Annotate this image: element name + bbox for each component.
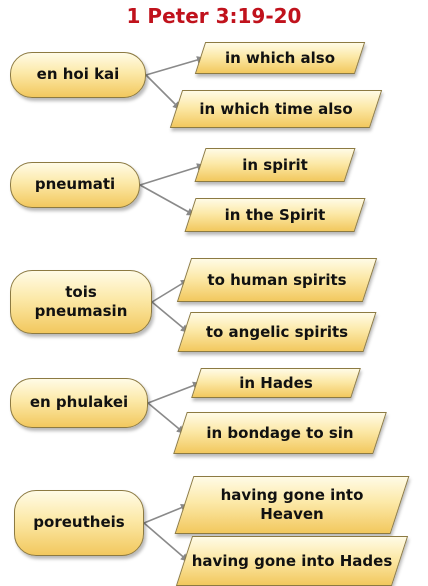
option-node-4-2 [180, 412, 380, 454]
option-label: to human spirits [207, 270, 347, 289]
option-node-5-1 [184, 476, 400, 534]
option-label: having gone into Heaven [220, 486, 364, 523]
option-label: in Hades [239, 373, 313, 392]
term-label: en phulakei [29, 393, 129, 412]
option-node-1-1 [200, 42, 360, 74]
option-node-3-2 [184, 312, 370, 352]
option-label: in which time also [199, 99, 353, 118]
option-label: in the Spirit [224, 205, 326, 224]
term-node-5 [14, 490, 144, 556]
option-node-2-1 [200, 148, 350, 182]
option-node-1-2 [176, 90, 376, 128]
connector-arrow-1-2 [146, 75, 180, 109]
connector-arrow-3-2 [152, 302, 188, 332]
option-node-2-2 [190, 198, 360, 232]
term-label: tois pneumasin [34, 282, 128, 320]
term-label: poreutheis [33, 513, 125, 532]
term-node-2 [10, 162, 140, 208]
option-node-4-1 [196, 368, 356, 398]
option-label: in which also [224, 48, 335, 67]
connector-arrow-4-2 [148, 403, 184, 433]
diagram-title: 1 Peter 3:19-20 [126, 4, 302, 28]
option-label: to angelic spirits [205, 322, 349, 341]
option-label: in spirit [242, 155, 308, 174]
option-label: having gone into Hades [191, 551, 393, 570]
term-label: en hoi kai [36, 65, 120, 84]
term-node-3 [10, 270, 152, 334]
connector-arrow-2-1 [140, 165, 204, 185]
connector-arrow-2-2 [140, 185, 194, 215]
option-label: in bondage to sin [206, 423, 354, 442]
term-node-1 [10, 52, 146, 98]
term-label: pneumati [34, 175, 116, 194]
option-node-3-1 [184, 258, 370, 302]
option-node-5-2 [184, 536, 400, 586]
term-node-4 [10, 378, 148, 428]
